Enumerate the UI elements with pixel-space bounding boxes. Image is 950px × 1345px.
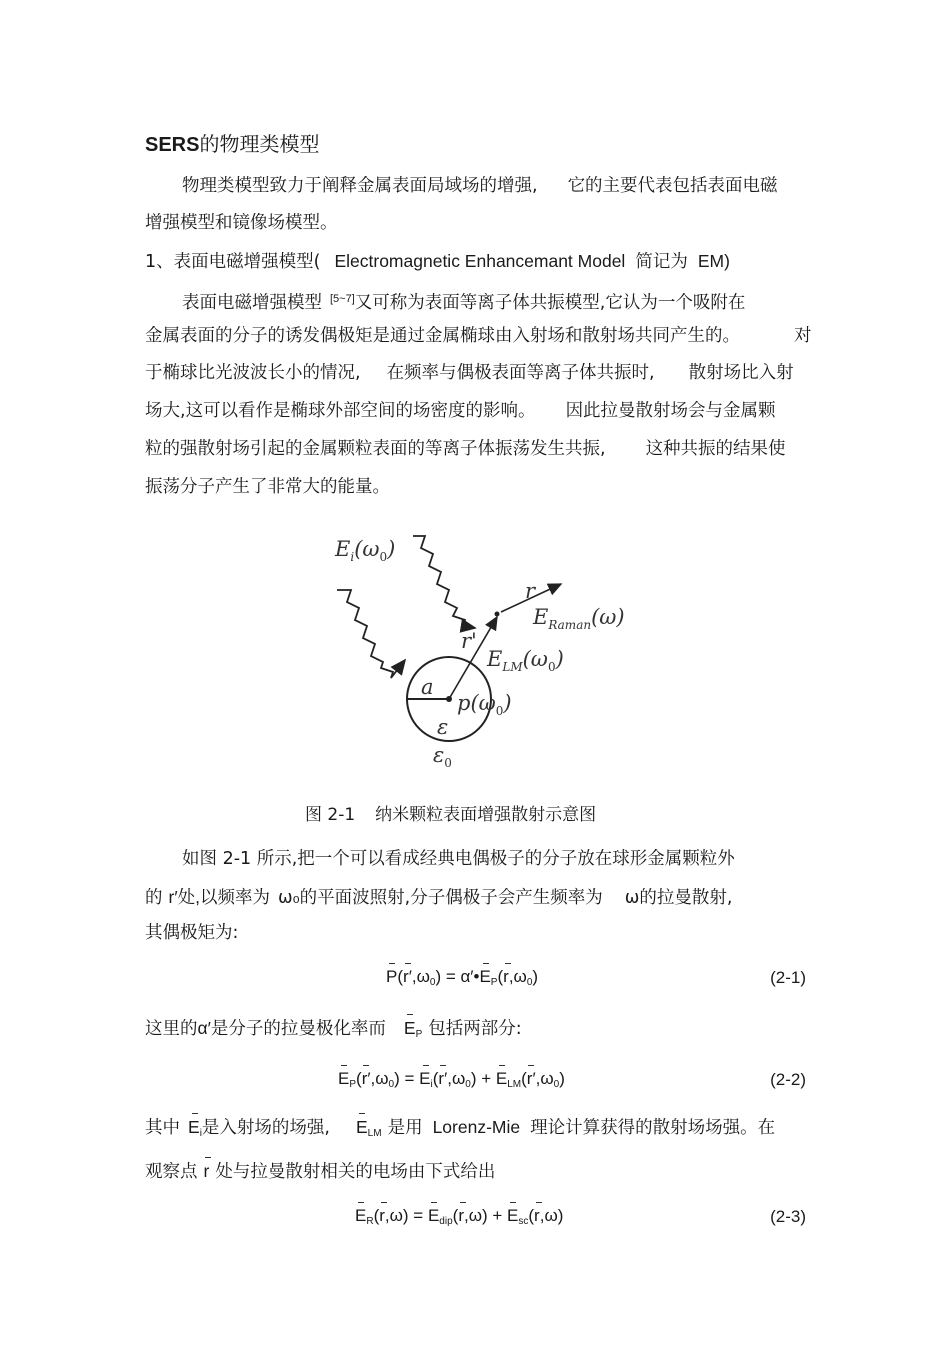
caption-number: 图 2-1 bbox=[305, 805, 356, 825]
para4-line bbox=[145, 1017, 522, 1046]
equation-number: (2-1) bbox=[770, 968, 806, 987]
label-epsilon: ε bbox=[437, 715, 449, 739]
text-span: r′处,以频率为 bbox=[168, 887, 270, 907]
para3-line3: 其偶极矩为: bbox=[145, 923, 239, 943]
text-span: 处与拉曼散射相关的电场由下式给出 bbox=[215, 1162, 496, 1182]
label-incident-field: $E_i(\omega_0)$ bbox=[335, 537, 396, 564]
para5-line bbox=[145, 1116, 775, 1145]
text-span: 在频率与偶极表面等离子体共振时, bbox=[386, 363, 655, 383]
text-span: 1、表面电磁增强模型( bbox=[145, 252, 321, 272]
equation-number: (2-3) bbox=[770, 1207, 806, 1226]
equation-2-1: $P(r',\omega_0)$ = $\alpha'•E_P(r,\omega_0)$ bbox=[386, 967, 539, 988]
para1-line2: 增强模型和镜像场模型。 bbox=[145, 213, 338, 233]
caption-text: 纳米颗粒表面增强散射示意图 bbox=[375, 805, 597, 825]
text-span: ω₀的平面波照射,分子偶极子会产生频率为 bbox=[277, 888, 603, 908]
text-span: 观察点 bbox=[145, 1162, 198, 1182]
text-span: 金属表面的分子的诱发偶极矩是通过金属椭球由入射场和散射场共同产生的。 bbox=[145, 326, 740, 346]
equation-number: (2-2) bbox=[770, 1070, 806, 1089]
text-span: α′是分子的拉曼极化率而 bbox=[197, 1018, 386, 1038]
figure-caption bbox=[305, 800, 596, 825]
para2-line3 bbox=[145, 362, 794, 384]
text-span: EM) bbox=[697, 251, 730, 271]
para3-line1: 如图 2-1 所示,把一个可以看成经典电偶极子的分子放在球形金属颗粒外 bbox=[182, 849, 735, 869]
text-span: ω的拉曼散射, bbox=[624, 888, 733, 908]
text-span: Electromagnetic Enhancemant Model bbox=[334, 251, 626, 271]
section-title-cjk: 的物理类模型 bbox=[199, 132, 320, 156]
text-span: 表面电磁增强模型 bbox=[182, 293, 322, 313]
text-span: 又可称为表面等离子体共振模型,它认为一个吸附在 bbox=[354, 293, 746, 313]
section-title-latin: SERS bbox=[145, 134, 200, 156]
para6-line bbox=[145, 1160, 495, 1183]
text-span: 粒的强散射场引起的金属颗粒表面的等离子体振荡发生共振, bbox=[145, 439, 606, 459]
text-span: 理论计算获得的散射场场强。在 bbox=[530, 1118, 776, 1138]
label-radius-a: a bbox=[421, 675, 434, 699]
label-dipole: $p(\omega_0)$ bbox=[457, 691, 512, 718]
para1-line1 bbox=[182, 175, 778, 197]
label-r-prime: r' bbox=[461, 629, 477, 653]
label-r: r bbox=[525, 579, 536, 603]
equation-2-2: $E_P(r',\omega_0) = E_i(r',\omega_0) + E_{LM}(r',\omega_0)$ bbox=[338, 1069, 565, 1090]
para2-line5 bbox=[145, 438, 786, 460]
section-title bbox=[145, 133, 319, 156]
equation-2-3: $E_R(r,\omega) = E_{dip}(r,\omega) + E_{sc}(r,\omega)$ bbox=[355, 1206, 564, 1227]
text-span: 物理类模型致力于阐释金属表面局域场的增强, bbox=[182, 176, 538, 196]
text-span: Lorenz-Mie bbox=[432, 1117, 521, 1137]
text-span: 散射场比入射 bbox=[688, 363, 794, 383]
text-span: 其中 bbox=[145, 1118, 180, 1138]
text-span: 场大,这可以看作是椭球外部空间的场密度的影响。 bbox=[145, 401, 536, 421]
figure-nanoparticle-diagram bbox=[325, 528, 645, 778]
incident-wave-arrow bbox=[413, 536, 475, 628]
text-span: 简记为 bbox=[635, 252, 688, 272]
para2-line1 bbox=[182, 288, 745, 314]
para2-line2 bbox=[145, 325, 812, 347]
text-span: 于椭球比光波波长小的情况, bbox=[145, 363, 361, 383]
text-span: 是用 bbox=[387, 1118, 423, 1138]
label-lm-field: $E_{LM}(\omega_0)$ bbox=[487, 647, 564, 674]
molecule-dot bbox=[495, 612, 500, 617]
para2-line6: 振荡分子产生了非常大的能量。 bbox=[145, 477, 390, 497]
text-span: 因此拉曼散射场会与金属颗 bbox=[565, 401, 776, 421]
para3-line2 bbox=[145, 886, 732, 909]
incident-wave-arrow bbox=[337, 590, 405, 678]
para2-line4 bbox=[145, 400, 776, 422]
text-span: 包括两部分: bbox=[428, 1019, 522, 1039]
ep-symbol: $E_P$ bbox=[403, 1018, 423, 1040]
text-span: 这里的 bbox=[145, 1019, 198, 1039]
elm-symbol: $E_{LM}$ bbox=[355, 1117, 382, 1139]
r-symbol: r bbox=[203, 1161, 210, 1181]
label-raman-field: $E_{Raman}(\omega)$ bbox=[533, 605, 625, 632]
text-span: 它的主要代表包括表面电磁 bbox=[567, 176, 778, 196]
label-epsilon0: $\varepsilon_0$ bbox=[433, 743, 452, 770]
text-span: 是入射场的场强, bbox=[201, 1118, 330, 1138]
text-span: 对 bbox=[794, 326, 812, 346]
ei-symbol: $E_i$ bbox=[188, 1117, 202, 1139]
text-span: 这种共振的结果使 bbox=[645, 439, 786, 459]
text-span: 的 bbox=[145, 888, 163, 908]
item1-heading bbox=[145, 250, 730, 273]
citation-ref: [5~7] bbox=[330, 293, 355, 305]
